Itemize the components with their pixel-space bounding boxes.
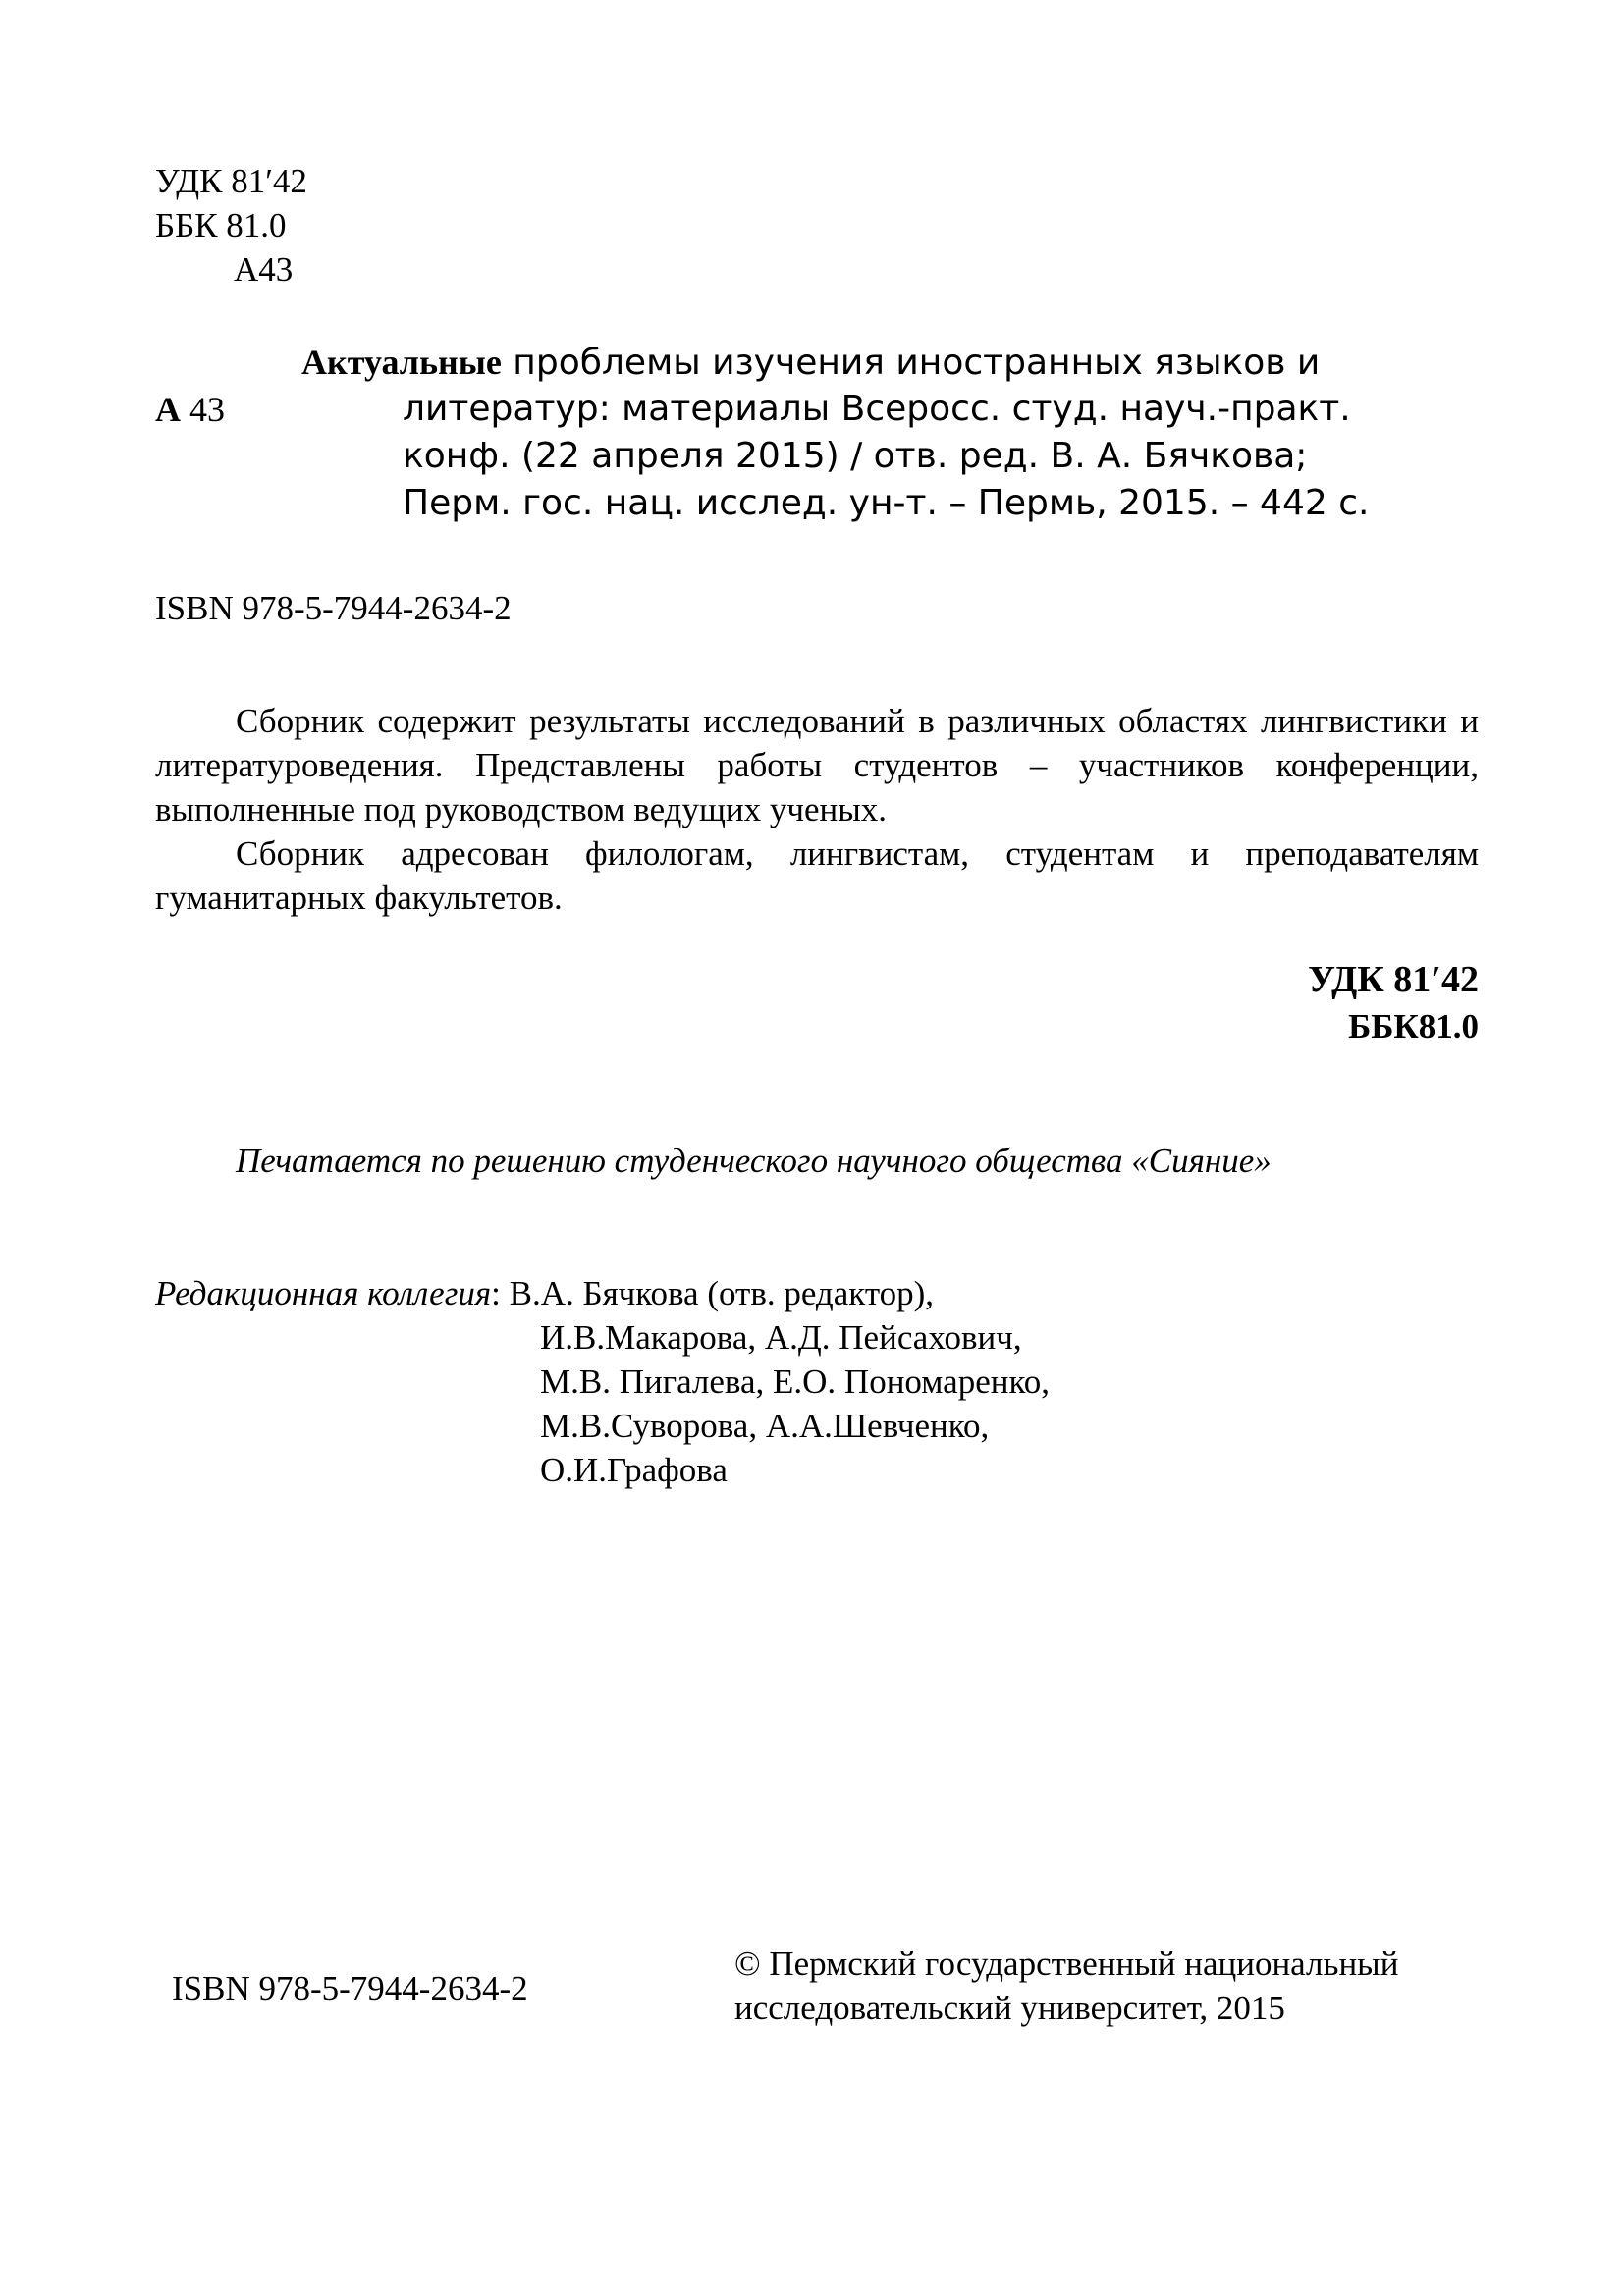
bib-entry-line-2: литератур: материалы Всеросс. студ. науч.-практ.	[403, 389, 1351, 429]
editorial-board-line-3: М.В. Пигалева, Е.О. Пономаренко,	[540, 1362, 1050, 1401]
editorial-board-chief: : В.А. Бячкова (отв. редактор),	[491, 1274, 935, 1312]
bib-title-keyword: Актуальные	[301, 343, 502, 382]
annotation	[155, 699, 1479, 920]
bib-entry-line-3: конф. (22 апреля 2015) / отв. ред. В. А. Бячкова;	[403, 436, 1308, 476]
print-note: Печатается по решению студенческого научного общества «Сияние»	[236, 1142, 1272, 1180]
copyright-line-1: © Пермский государственный национальный	[734, 1945, 1399, 1983]
copyright-line-2: исследовательский университет, 2015	[734, 1989, 1285, 2027]
bib-title-rest: проблемы изучения иностранных языков и	[501, 343, 1321, 383]
bbk-code: ББК 81.0	[155, 206, 287, 244]
author-sign-number: 43	[181, 390, 225, 429]
annotation-paragraph-2: Сборник адресован филологам, лингвистам, студентам и преподавателям гуманитарных факультетов.	[155, 834, 1479, 917]
udk-code: УДК 81′42	[155, 162, 307, 200]
isbn-footer: ISBN 978-5-7944-2634-2	[172, 1969, 528, 2007]
author-sign: А43	[234, 250, 294, 289]
bib-entry-line-4: Перм. гос. нац. исслед. ун-т. – Пермь, 2015. – 442 с.	[403, 483, 1370, 523]
author-sign-letter: А	[155, 390, 181, 429]
author-sign-margin	[155, 386, 225, 433]
bbk-code-right: ББК81.0	[1348, 1007, 1479, 1045]
editorial-board-label: Редакционная коллегия	[155, 1274, 492, 1312]
isbn: ISBN 978-5-7944-2634-2	[155, 589, 512, 627]
editorial-board-line-1	[155, 1271, 934, 1315]
annotation-paragraph-1: Сборник содержит результаты исследований в различных областях лингвистики и литературоведения. Представлены работы студентов – участников конференции, выполненные под руководством ведущих ученых.	[155, 702, 1479, 828]
udk-code-right: УДК 81′42	[1308, 959, 1479, 1000]
editorial-board-line-5: О.И.Графова	[540, 1451, 728, 1489]
bib-entry-line-1	[301, 339, 1320, 387]
editorial-board-line-2: И.В.Макарова, А.Д. Пейсахович,	[540, 1318, 1022, 1357]
editorial-board-line-4: М.В.Суворова, А.А.Шевченко,	[540, 1407, 990, 1445]
